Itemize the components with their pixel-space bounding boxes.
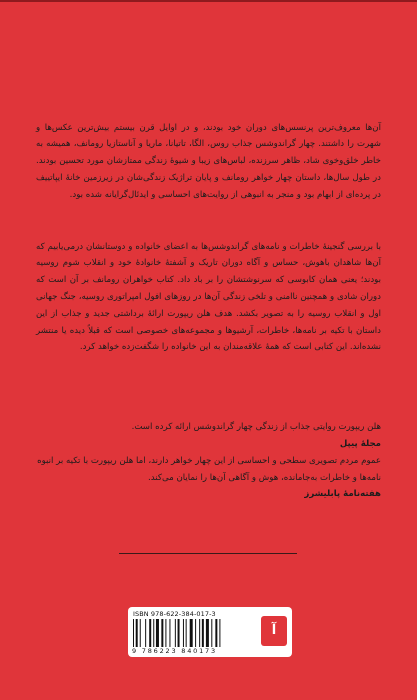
barcode-bar (186, 619, 187, 647)
barcode-bar (190, 619, 193, 647)
blurb-paragraph-1: آن‌ها معروف‌ترین پرنسس‌های دوران خود بودند، و در اوایل قرن بیستم بیش‌ترین عکس‌ها و شهرت را داشتند. چهار گراندوشس جذاب روس، الگا، تاتیانا، ماریا و آناستازیا رومانف، همیشه به خاطر خلق‌وخوی شاد، ظاهر سرزنده، لباس‌های زیبا و شیوهٔ زندگی ممتازشان مورد تحسین بودند. در طول سال‌ها، داستان چهار خواهر رومانف و پایان تراژیک زندگی‌شان در زیرزمین خانهٔ ایپاتییف در پرده‌ای از ابهام بود و منجر به انبوهی از روایت‌های احساسی و ایدئال‌گرایانه شده بود. (36, 122, 381, 200)
isbn-barcode-label (128, 607, 292, 657)
review-quote-1-source: مجلهٔ پیپل (339, 438, 381, 449)
review-quote-2 (36, 453, 381, 503)
blurb-paragraph-2: با بررسی گنجینهٔ خاطرات و نامه‌های گراندوشس‌ها به اعضای خانواده و دوستانشان درمی‌یابیم که آن‌ها شاهدان باهوش، حساس و آگاه دوران تاریک و آشفتهٔ خانوادهٔ خود و انقلاب شوم روسیه بودند؛ یعنی همان کابوسی که سرنوشتشان را بر باد داد. کتاب خواهران رومانف بر آن است که دوران شادی و همچنین ناامنی و تلخی زندگی آن‌ها در روزهای افول امپراتوری روسیه، جنگ جهانی اول و انقلاب روسیه را به تصویر بکشد. هدف هلن ریپورت ارائهٔ برداشتی جدید و جذاب از این داستان با تکیه بر نامه‌ها، خاطرات، آرشیوها و مجموعه‌های خصوصی است که قبلاً دیده یا منتشر نشده‌اند. این کتابی است که همهٔ علاقه‌مندان به این خانواده را شگفت‌زده خواهد کرد. (36, 241, 381, 353)
barcode-bar (161, 619, 163, 647)
barcode-bar (199, 619, 200, 647)
barcode-bar (178, 619, 180, 647)
barcode-bar (202, 619, 204, 647)
barcode-bar (136, 619, 138, 647)
barcode-digits: 9 786223 840173 (132, 647, 217, 655)
divider-line (119, 553, 297, 554)
barcode-bar (153, 619, 154, 647)
barcode-bar (219, 619, 220, 647)
barcode-bar (215, 619, 217, 647)
barcode-bars (133, 619, 251, 647)
review-quote-1 (36, 419, 381, 452)
review-quote-1-text: هلن ریپورت روایتی جذاب از زندگی چهار گراندوشس ارائه کرده است. (131, 422, 381, 432)
barcode-bar (145, 619, 146, 647)
barcode-bar (169, 619, 170, 647)
review-quote-2-source: هفته‌نامهٔ پابلیشرز (304, 489, 381, 500)
barcode-bar (133, 619, 134, 647)
review-quote-2-text: عموم مردم تصویری سطحی و احساسی از این چهار خواهر دارند، اما هلن ریپورت با تکیه بر انبوه نامه‌ها و خاطرات به‌جامانده، هوش و آگاهی آن‌ها را نمایان می‌کند. (37, 456, 381, 483)
barcode-bar (175, 619, 176, 647)
isbn-text: ISBN 978-622-384-017-3 (133, 610, 216, 618)
barcode-bar (206, 619, 209, 647)
barcode-bar (149, 619, 151, 647)
barcode-bar (140, 619, 141, 647)
publisher-logo-icon: آ (261, 616, 287, 646)
barcode-bar (165, 619, 166, 647)
barcode-bar (211, 619, 212, 647)
barcode-bar (183, 619, 184, 647)
barcode-bar (195, 619, 196, 647)
barcode-bar (156, 619, 159, 647)
